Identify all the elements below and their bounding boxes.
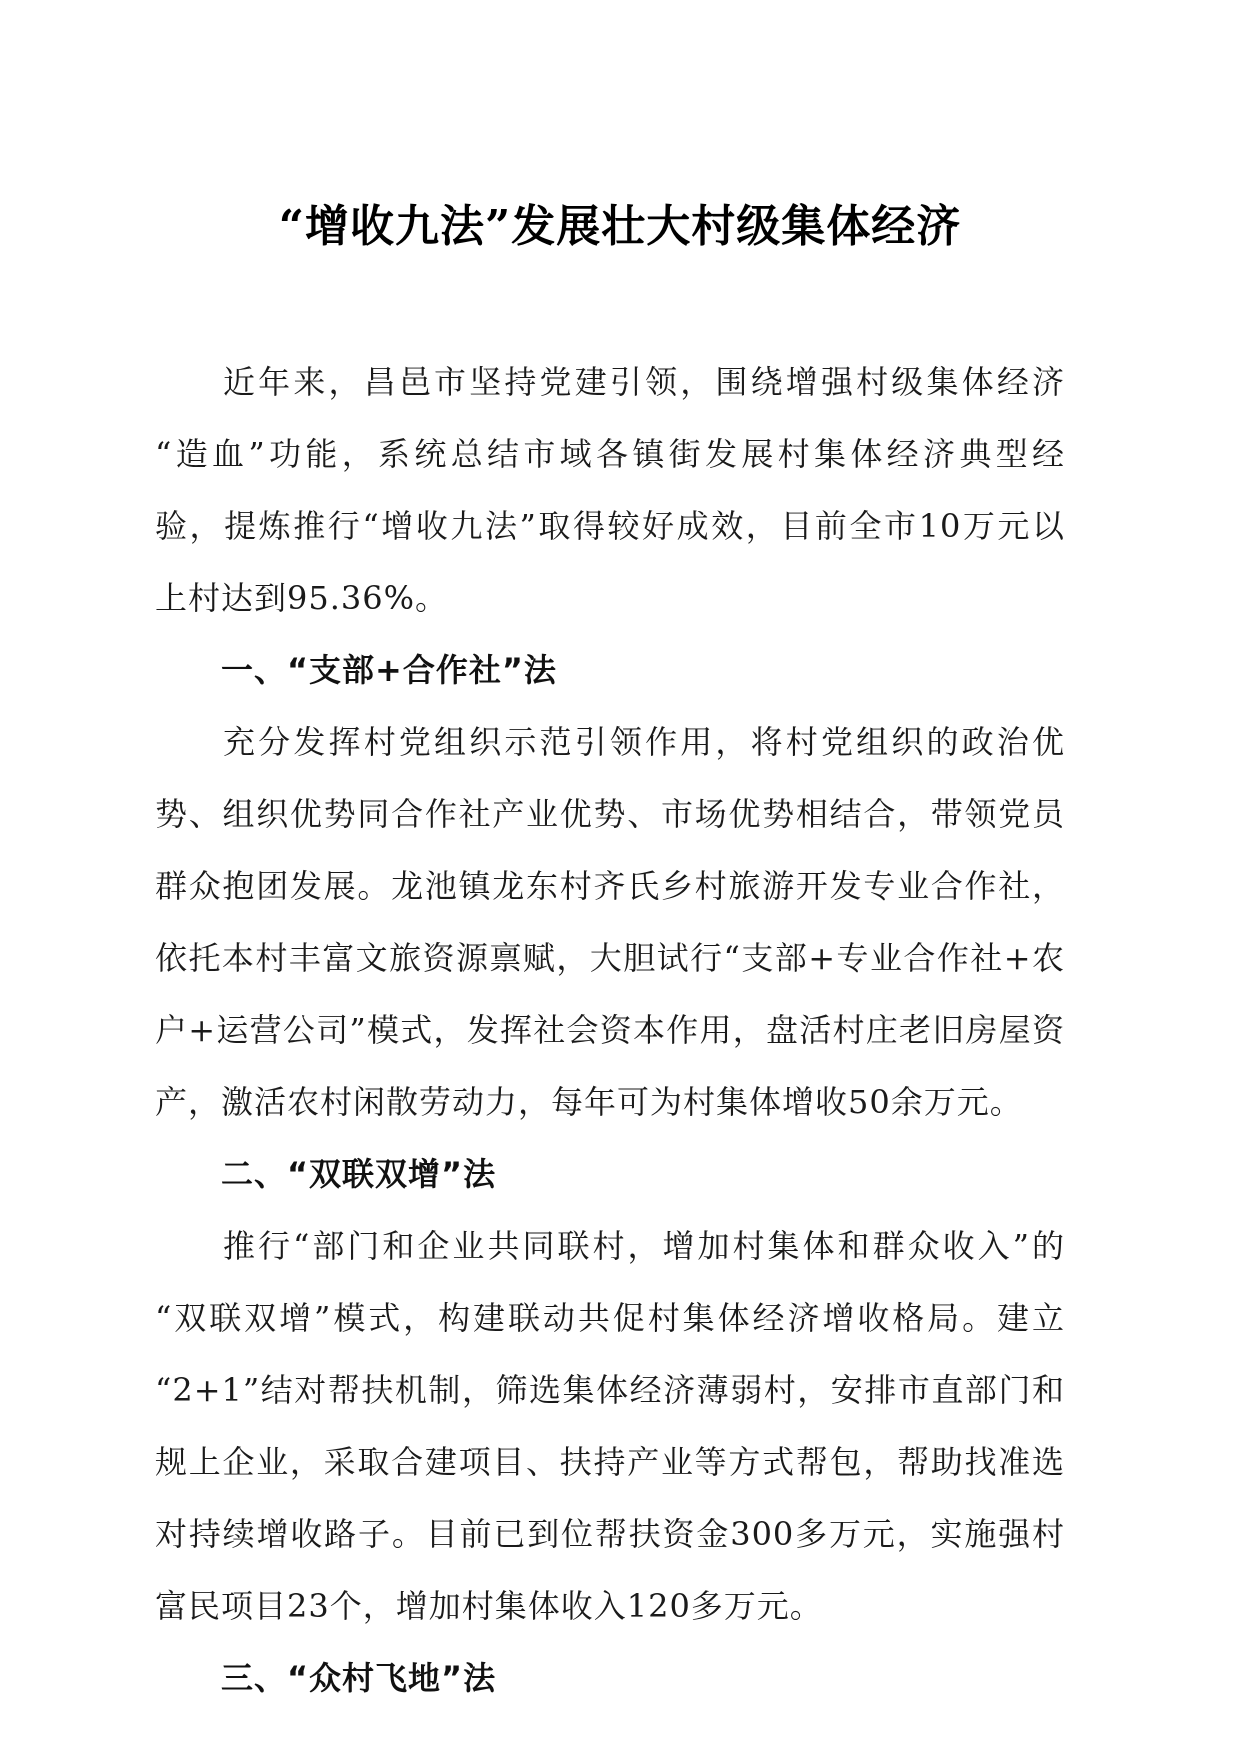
paragraph-line: “2+1”结对帮扶机制，筛选集体经济薄弱村，安排市直部门和: [155, 1371, 1065, 1409]
paragraph-line: 规上企业，采取合建项目、扶持产业等方式帮包，帮助找准选: [155, 1443, 1065, 1481]
paragraph-line: 推行“部门和企业共同联村，增加村集体和群众收入”的: [223, 1227, 1065, 1265]
paragraph-line: “造血”功能，系统总结市域各镇街发展村集体经济典型经: [155, 435, 1065, 473]
section-1: [155, 634, 1065, 1138]
paragraph-line: 验，提炼推行“增收九法”取得较好成效，目前全市10万元以: [155, 507, 1065, 545]
paragraph-line: 近年来，昌邑市坚持党建引领，围绕增强村级集体经济: [223, 363, 1065, 401]
paragraph-line: 依托本村丰富文旅资源禀赋，大胆试行“支部+专业合作社+农: [155, 939, 1065, 977]
section-3: [155, 1642, 1065, 1714]
paragraph-line: 上村达到95.36%。: [155, 579, 449, 617]
section-2: [155, 1138, 1065, 1642]
paragraph-line: 户+运营公司”模式，发挥社会资本作用，盘活村庄老旧房屋资: [155, 1011, 1065, 1049]
paragraph-line: 富民项目23个，增加村集体收入120多万元。: [155, 1587, 823, 1625]
paragraph-line: 群众抱团发展。龙池镇龙东村齐氏乡村旅游开发专业合作社，: [155, 867, 1065, 905]
paragraph-line: 产，激活农村闲散劳动力，每年可为村集体增收50余万元。: [155, 1083, 1023, 1121]
document-body: [155, 346, 1065, 1714]
document-title: “增收九法”发展壮大村级集体经济: [278, 201, 962, 252]
intro-paragraph: [155, 346, 1065, 634]
section-heading: 一、“支部+合作社”法: [221, 651, 557, 689]
section-heading: 三、“众村飞地”法: [221, 1659, 497, 1697]
paragraph-line: 对持续增收路子。目前已到位帮扶资金300多万元，实施强村: [155, 1515, 1065, 1553]
paragraph-line: 充分发挥村党组织示范引领作用，将村党组织的政治优: [223, 723, 1065, 761]
paragraph-line: “双联双增”模式，构建联动共促村集体经济增收格局。建立: [155, 1299, 1065, 1337]
section-heading: 二、“双联双增”法: [221, 1155, 497, 1193]
paragraph-line: 势、组织优势同合作社产业优势、市场优势相结合，带领党员: [155, 795, 1065, 833]
